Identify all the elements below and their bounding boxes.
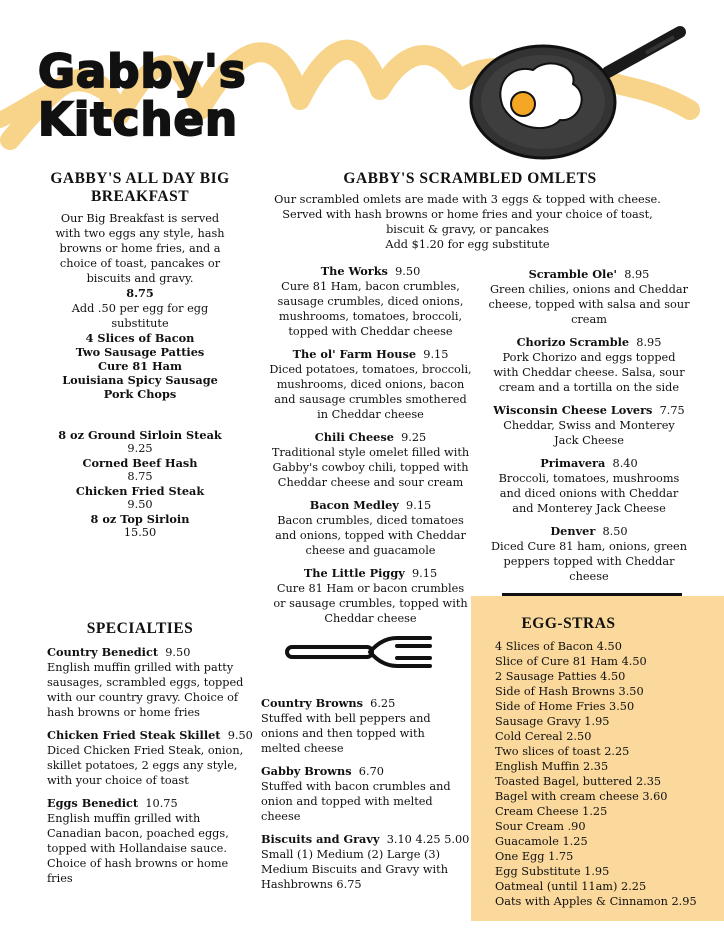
menu-item: The Little Piggy 9.15 Cure 81 Ham or bacon crumbles or sausage crumbles, topped with Cheddar cheese xyxy=(273,566,468,625)
list-item: Sour Cream .90 xyxy=(495,820,586,833)
big-breakfast-price: 8.75 xyxy=(126,286,154,300)
restaurant-title: Gabby's Kitchen xyxy=(38,45,247,146)
list-item: Cold Cereal 2.50 xyxy=(495,730,592,743)
menu-item: Chicken Fried Steak Skillet 9.50 Diced Chicken Fried Steak, onion, skillet potatoes, 2 eggs any style, with your choice of toast xyxy=(47,728,253,787)
omelets-heading: GABBY'S SCRAMBLED OMLETS xyxy=(343,170,597,187)
egg-substitute-note: Add .50 per egg for egg substitute xyxy=(71,302,209,330)
steak-list: 8 oz Ground Sirloin Steak 9.25 Corned Beef Hash 8.75 Chicken Fried Steak 9.50 8 oz Top Sirloin 15.50 xyxy=(58,428,222,539)
specialties-heading: SPECIALTIES xyxy=(86,620,194,637)
list-item: Toasted Bagel, buttered 2.35 xyxy=(495,775,662,788)
list-item: English Muffin 2.35 xyxy=(495,760,609,773)
list-item: One Egg 1.75 xyxy=(495,850,574,863)
menu-item: Biscuits and Gravy 3.10 4.25 5.00 Small (1) Medium (2) Large (3) Medium Biscuits and Gravy with Hashbrowns 6.75 xyxy=(261,832,470,891)
menu-item: Chorizo Scramble 8.95 Pork Chorizo and eggs topped with Cheddar cheese. Salsa, sour cream and a tortilla on the side xyxy=(493,335,685,394)
frying-pan-egg-icon xyxy=(468,22,688,162)
meat-choices: 4 Slices of Bacon Two Sausage Patties Cure 81 Ham Louisiana Spicy Sausage Pork Chops xyxy=(62,331,218,401)
menu-item: Country Browns 6.25 Stuffed with bell peppers and onions and then topped with melted cheese xyxy=(261,696,431,755)
menu-item: Gabby Browns 6.70 Stuffed with bacon crumbles and onion and topped with melted cheese xyxy=(261,764,451,823)
hashbrown-specials xyxy=(261,696,471,892)
list-item: Oats with Apples & Cinnamon 2.95 xyxy=(495,895,697,908)
fork-icon xyxy=(285,632,435,672)
list-item: Side of Home Fries 3.50 xyxy=(495,700,635,713)
menu-item: Primavera 8.40 Broccoli, tomatoes, mushrooms and diced onions with Cheddar and Monterey Jack Cheese xyxy=(498,456,680,515)
specialties-list xyxy=(47,645,257,886)
eggstras-heading: EGG-STRAS xyxy=(521,615,616,632)
menu-item: Country Benedict 9.50 English muffin grilled with patty sausages, scrambled eggs, topped with our country gravy. Choice of hash browns or home fries xyxy=(47,645,244,719)
list-item: Two slices of toast 2.25 xyxy=(495,745,630,758)
menu-item: Scramble Ole' 8.95 Green chilies, onions and Cheddar cheese, topped with salsa and sour cream xyxy=(488,267,690,326)
menu-item: Denver 8.50 Diced Cure 81 ham, onions, green peppers topped with Cheddar cheese xyxy=(491,524,687,583)
eggstras-list xyxy=(495,639,724,909)
menu-item: The ol' Farm House 9.15 Diced potatoes, tomatoes, broccoli, mushrooms, diced onions, bacon and sausage crumbles smothered in Cheddar cheese xyxy=(269,347,472,421)
list-item: Egg Substitute 1.95 xyxy=(495,865,610,878)
list-item: 4 Slices of Bacon 4.50 xyxy=(495,640,622,653)
list-item: Slice of Cure 81 Ham 4.50 xyxy=(495,655,647,668)
list-item: Cream Cheese 1.25 xyxy=(495,805,608,818)
list-item: Guacamole 1.25 xyxy=(495,835,588,848)
menu-item: Bacon Medley 9.15 Bacon crumbles, diced tomatoes and onions, topped with Cheddar cheese and guacamole xyxy=(275,498,466,557)
menu-item: Wisconsin Cheese Lovers 7.75 Cheddar, Swiss and Monterey Jack Cheese xyxy=(493,403,685,447)
omelets-left-column xyxy=(268,264,473,626)
list-item: Oatmeal (until 11am) 2.25 xyxy=(495,880,647,893)
menu-item: Eggs Benedict 10.75 English muffin grilled with Canadian bacon, poached eggs, topped with Hollandaise sauce. Choice of hash browns or home fries xyxy=(47,796,229,885)
big-breakfast-heading: GABBY'S ALL DAY BIG BREAKFAST xyxy=(50,170,230,205)
list-item: Side of Hash Browns 3.50 xyxy=(495,685,644,698)
menu-item: Chili Cheese 9.25 Traditional style omelet filled with Gabby's cowboy chili, topped with Cheddar cheese and sour cream xyxy=(271,430,470,489)
list-item: 2 Sausage Patties 4.50 xyxy=(495,670,626,683)
list-item: Sausage Gravy 1.95 xyxy=(495,715,610,728)
omelets-intro: Our scrambled omlets are made with 3 eggs & topped with cheese. Served with hash browns or home fries and your choice of toast, biscuit & gravy, or pancakes Add $1.20 for egg substitute xyxy=(274,193,661,251)
list-item: Bagel with cream cheese 3.60 xyxy=(495,790,668,803)
menu-item: The Works 9.50 Cure 81 Ham, bacon crumbles, sausage crumbles, diced onions, mushrooms, tomatoes, broccoli, topped with Cheddar cheese xyxy=(277,264,464,338)
big-breakfast-section xyxy=(40,170,240,401)
eggstras-panel xyxy=(471,596,724,921)
omelets-right-column xyxy=(484,267,694,584)
big-breakfast-description: Our Big Breakfast is served with two eggs any style, hash browns or home fries, and a choice of toast, pancakes or biscuits and gravy. xyxy=(55,212,225,285)
